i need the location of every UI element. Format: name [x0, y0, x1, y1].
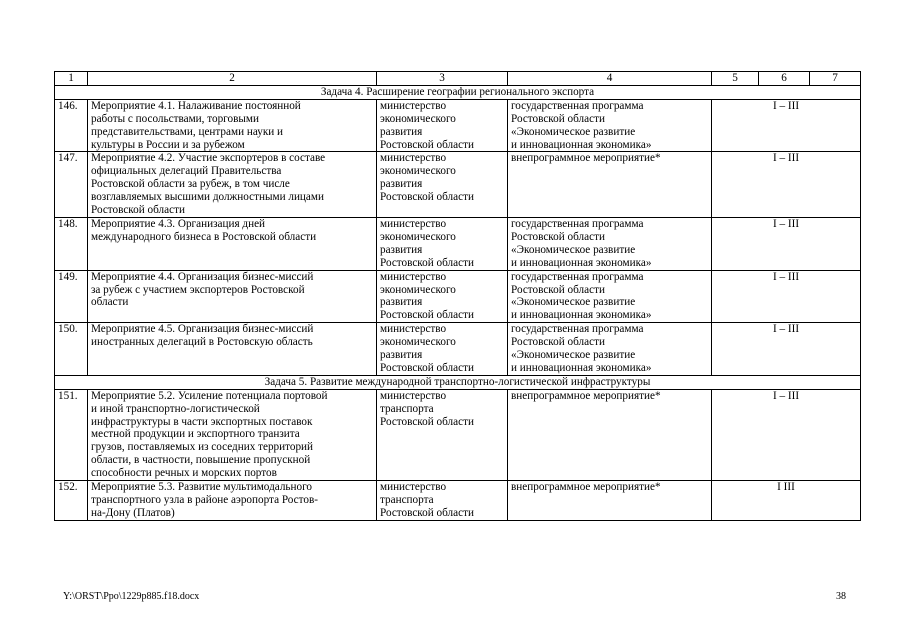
table-row: [55, 323, 861, 376]
executor-cell: министерство экономического развития Ростовской области: [377, 99, 508, 152]
executor-cell: министерство экономического развития Ростовской области: [377, 217, 508, 270]
period-cell: I – III: [712, 323, 861, 376]
column-number: 7: [810, 72, 861, 86]
source-cell: внепрограммное мероприятие*: [508, 481, 712, 521]
period-cell: I III: [712, 481, 861, 521]
column-number: 4: [508, 72, 712, 86]
task-row: [55, 85, 861, 99]
column-number: 5: [712, 72, 759, 86]
event-cell: Мероприятие 4.4. Организация бизнес-миссий за рубеж с участием экспортеров Ростовской области: [88, 270, 377, 323]
column-number: 1: [55, 72, 88, 86]
column-number-row: [55, 72, 861, 86]
task-row: [55, 375, 861, 389]
row-number: 149.: [55, 270, 88, 323]
source-cell: внепрограммное мероприятие*: [508, 389, 712, 480]
column-number: 2: [88, 72, 377, 86]
source-cell: государственная программа Ростовской области «Экономическое развитие и инновационная экономика»: [508, 323, 712, 376]
row-number: 147.: [55, 152, 88, 218]
footer-file-path: Y:\ORST\Ppo\1229p885.f18.docx: [63, 591, 200, 602]
event-cell: Мероприятие 5.2. Усиление потенциала портовой и иной транспортно-логистической инфраструктуры в части экспортных поставок местной продукции и экспортного транзита грузов, поставляемых из соседних территорий области, в частности, повышение пропускной способности речных и морских портов: [88, 389, 377, 480]
event-cell: Мероприятие 4.2. Участие экспортеров в составе официальных делегаций Правительства Ростовской области за рубеж, в том числе возглавляемых высшими должностными лицами Ростовской области: [88, 152, 377, 218]
event-cell: Мероприятие 4.3. Организация дней международного бизнеса в Ростовской области: [88, 217, 377, 270]
table-row: [55, 99, 861, 152]
executor-cell: министерство транспорта Ростовской области: [377, 389, 508, 480]
column-number: 6: [759, 72, 810, 86]
table-row: [55, 217, 861, 270]
source-cell: государственная программа Ростовской области «Экономическое развитие и инновационная экономика»: [508, 99, 712, 152]
row-number: 148.: [55, 217, 88, 270]
source-cell: государственная программа Ростовской области «Экономическое развитие и инновационная экономика»: [508, 217, 712, 270]
row-number: 152.: [55, 481, 88, 521]
table-row: [55, 270, 861, 323]
event-cell: Мероприятие 4.5. Организация бизнес-миссий иностранных делегаций в Ростовскую область: [88, 323, 377, 376]
table-row: [55, 152, 861, 218]
table-row: [55, 481, 861, 521]
period-cell: I – III: [712, 270, 861, 323]
event-cell: Мероприятие 5.3. Развитие мультимодального транспортного узла в районе аэропорта Ростов- на-Дону (Платов): [88, 481, 377, 521]
executor-cell: министерство транспорта Ростовской области: [377, 481, 508, 521]
period-cell: I – III: [712, 152, 861, 218]
task-heading: Задача 5. Развитие международной транспортно-логистической инфраструктуры: [55, 375, 861, 389]
row-number: 150.: [55, 323, 88, 376]
column-number: 3: [377, 72, 508, 86]
task-heading: Задача 4. Расширение географии регионального экспорта: [55, 85, 861, 99]
page-number: 38: [836, 591, 846, 602]
executor-cell: министерство экономического развития Ростовской области: [377, 270, 508, 323]
row-number: 151.: [55, 389, 88, 480]
measures-table: [54, 71, 861, 521]
table-row: [55, 389, 861, 480]
period-cell: I – III: [712, 389, 861, 480]
executor-cell: министерство экономического развития Ростовской области: [377, 323, 508, 376]
row-number: 146.: [55, 99, 88, 152]
executor-cell: министерство экономического развития Ростовской области: [377, 152, 508, 218]
period-cell: I – III: [712, 99, 861, 152]
source-cell: внепрограммное мероприятие*: [508, 152, 712, 218]
period-cell: I – III: [712, 217, 861, 270]
source-cell: государственная программа Ростовской области «Экономическое развитие и инновационная экономика»: [508, 270, 712, 323]
event-cell: Мероприятие 4.1. Налаживание постоянной работы с посольствами, торговыми представительствами, центрами науки и культуры в России и за рубежом: [88, 99, 377, 152]
